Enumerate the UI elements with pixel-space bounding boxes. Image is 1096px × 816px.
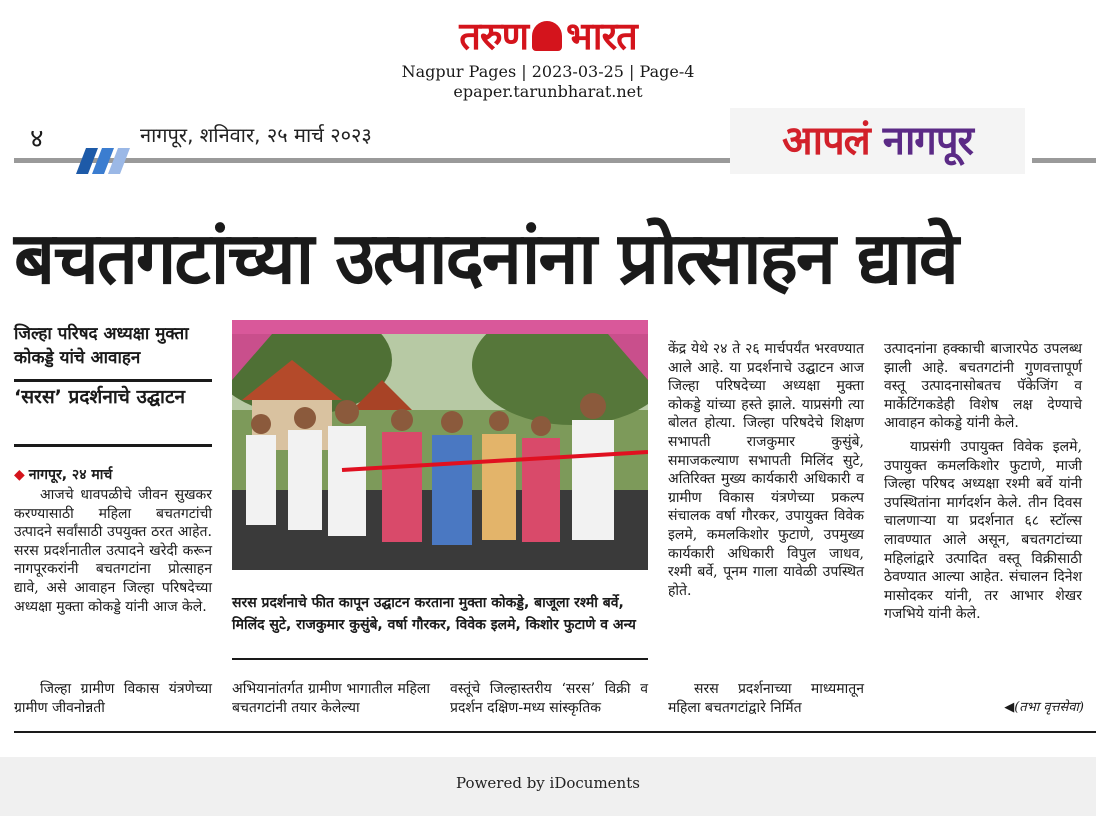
dateline-bullet-icon: ◆ <box>14 467 25 483</box>
header-stripes-icon <box>76 148 132 174</box>
epaper-url: epaper.tarunbharat.net <box>453 82 643 101</box>
logo-text-right: भारत <box>566 14 637 58</box>
subhead-divider-bottom <box>14 444 212 447</box>
article-col1-para1: आजचे धावपळीचे जीवन सुखकर करण्यासाठी महिला बचतगटांची उत्पादने सर्वांसाठी उपयुक्त ठरत आहेत. सरस प्रदर्शनातील उत्पादने खरेदी करून नागपूरकरांनी बचतगटांना प्रोत्साहन द्यावे, असे आवाहन जिल्हा परिषदेच्या अध्यक्षा मुक्ता कोकड्डे यांनी आज केले. <box>14 487 212 615</box>
section-title-part2: नागपूर <box>882 118 973 164</box>
article-col4-para2: सरस प्रदर्शनाच्या माध्यमातून महिला बचतगटांद्वारे निर्मित <box>668 681 864 716</box>
caption-divider <box>232 658 648 660</box>
logo-emblem-icon <box>532 21 562 51</box>
section-title <box>730 108 1025 174</box>
page-number: ४ <box>30 124 44 154</box>
article-col4-para1: केंद्र येथे २४ ते २६ मार्चपर्यंत भरवण्यात आले आहे. या प्रदर्शनाचे उद्घाटन आज जिल्हा परिषदेच्या अध्यक्षा मुक्ता कोकड्डे यांच्या हस्ते झाले. याप्रसंगी त्या बोलत होत्या. जिल्हा परिषदेचे शिक्षण सभापती राजकुमार कुसुंबे, समाजकल्याण सभापती मिलिंद सुटे, अतिरिक्त मुख्य कार्यकारी अधिकारी व ग्रामीण विकास यंत्रणेच्या प्रकल्प संचालक वर्षा गौरकर, उपायुक्त विवेक इलमे, कमलकिशोर फुटाणे, उपमुख्य कार्यकारी अधिकारी विपुल जाधव, रश्मी बर्वे, पूनम गाला यावेळी उपस्थित होते. <box>668 341 864 599</box>
credit-text: (तभा वृत्तसेवा) <box>1014 700 1084 715</box>
inauguration-photo-image <box>232 320 648 570</box>
article-col1-para2: जिल्हा ग्रामीण विकास यंत्रणेच्या ग्रामीण जीवनोन्नती <box>14 681 212 716</box>
subheadline-secondary: ‘सरस’ प्रदर्शनाचे उद्घाटन <box>14 386 186 408</box>
subhead-divider <box>14 379 212 382</box>
article-photo <box>232 320 648 570</box>
section-title-part1: आपलं <box>782 118 870 164</box>
article-col3-text: वस्तूंचे जिल्हास्तरीय ‘सरस’ विक्री व प्रदर्शन दक्षिण-मध्य सांस्कृतिक <box>450 681 648 716</box>
dateline-city: नागपूर, २४ मार्च <box>28 467 113 483</box>
credit-arrow-icon: ◀ <box>1004 700 1015 715</box>
footer-text[interactable]: Powered by iDocuments <box>456 774 640 792</box>
logo-text-left: तरुण <box>459 14 529 58</box>
article-col5-para2: याप्रसंगी उपायुक्त विवेक इलमे, उपायुक्त कमलकिशोर फुटाणे, माजी जिल्हा परिषद अध्यक्षा रश्मी बर्वे यांनी उपस्थितांना मार्गदर्शन केले. तीन दिवस चालणाऱ्या या प्रदर्शनात ६८ स्टॉल्स लावण्यात आले असून, बचतगटांच्या महिलांद्वारे उत्पादित वस्तू विक्रीसाठी ठेवण्यात आल्या आहेत. संचालन दिनेश मासोदकर यांनी, तर आभार शेखर गजभिये यांनी केले. <box>884 439 1082 623</box>
article-col2-text: अभियानांतर्गत ग्रामीण भागातील महिला बचतगटांनी तयार केलेल्या <box>232 681 430 716</box>
footer-powered-by <box>0 757 1096 816</box>
photo-caption: सरस प्रदर्शनाचे फीत कापून उद्घाटन करताना मुक्ता कोकड्डे, बाजूला रश्मी बर्वे, मिलिंद सुटे, राजकुमार कुसुंबे, वर्षा गौरकर, विवेक इलमे, किशोर फुटाणे व अन्य <box>232 595 636 633</box>
article-col5-para1: उत्पादनांना हक्काची बाजारपेठ उपलब्ध झाली आहे. बचतगटांनी गुणवत्तापूर्ण वस्तू उत्पादनासोबतच पॅकेजिंग व मार्केटिंगकडेही विशेष लक्ष देण्याचे आवाहन कोकड्डे यांनी केले. <box>884 341 1082 432</box>
masthead-logo <box>0 12 1096 60</box>
page-dateline: नागपूर, शनिवार, २५ मार्च २०२३ <box>140 123 372 147</box>
article-headline: बचतगटांच्या उत्पादनांना प्रोत्साहन द्यावे <box>14 216 957 300</box>
edition-info: Nagpur Pages | 2023-03-25 | Page-4 <box>401 62 695 81</box>
article-dateline <box>14 465 212 484</box>
header-rule-right <box>1032 158 1096 163</box>
subheadline-primary: जिल्हा परिषद अध्यक्षा मुक्ता कोकड्डे यांचे आवाहन <box>14 324 189 368</box>
article-credit <box>988 699 1084 717</box>
page-bottom-rule <box>14 731 1096 733</box>
